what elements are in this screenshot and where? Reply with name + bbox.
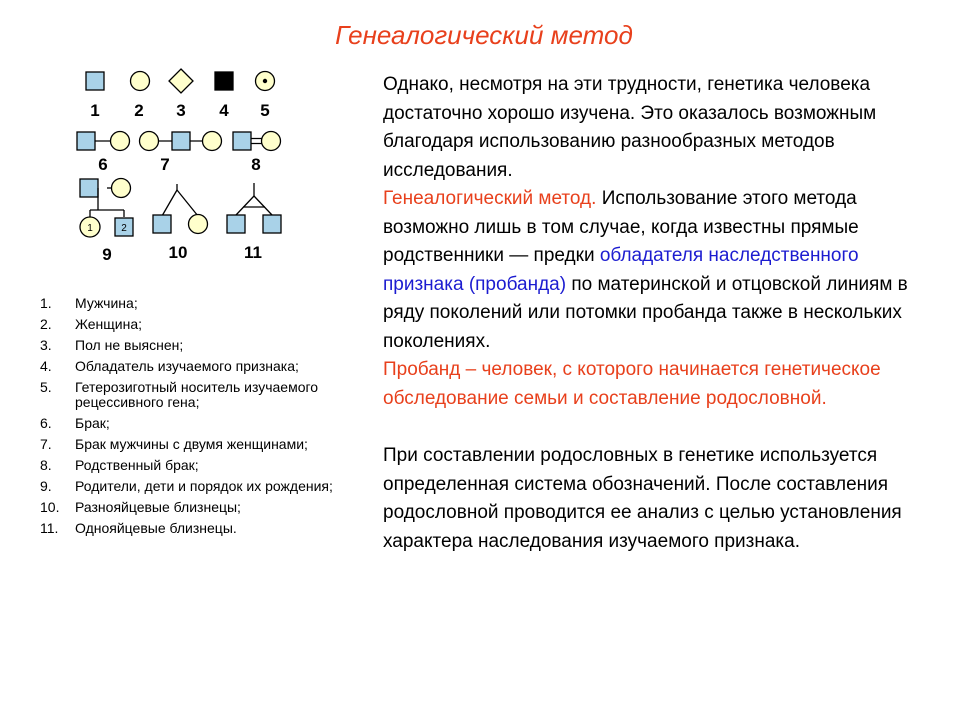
label-7: 7 bbox=[160, 155, 170, 174]
identical-twin-2 bbox=[263, 215, 281, 233]
legend-item: 7. Брак мужчины с двумя женщинами; bbox=[40, 436, 308, 452]
label-2: 2 bbox=[134, 101, 144, 120]
legend-item: 2. Женщина; bbox=[40, 316, 143, 332]
paragraph-method: Генеалогический метод. Использование этого метода возможно лишь в том случае, когда известны прямые родственники — предки обладателя наследственного признака (пробанда) по материнской и отцовской линиям в ряду поколений или потомки пробанда также в нескольких поколениях. bbox=[383, 188, 908, 352]
pedigree-symbols-diagram bbox=[0, 0, 360, 290]
female-symbol bbox=[131, 72, 150, 91]
twin-female bbox=[189, 215, 208, 234]
consanguine-male bbox=[233, 132, 251, 150]
legend-item: 4. Обладатель изучаемого признака; bbox=[40, 358, 299, 374]
wife-1 bbox=[140, 132, 159, 151]
paragraph-intro: Однако, несмотря на эти трудности, генетика человека достаточно хорошо изучена. Это оказалось возможным благодаря использованию разнообразных методов исследования. bbox=[383, 74, 877, 181]
legend-item: 6. Брак; bbox=[40, 415, 110, 431]
legend-item: 1. Мужчина; bbox=[40, 295, 138, 311]
label-4: 4 bbox=[219, 101, 229, 120]
label-10: 10 bbox=[168, 243, 188, 262]
marriage-male bbox=[77, 132, 95, 150]
child-order-1: 1 bbox=[87, 223, 93, 234]
legend-item: 9. Родители, дети и порядок их рождения; bbox=[40, 478, 333, 494]
label-1: 1 bbox=[90, 101, 100, 120]
method-term: Генеалогический метод. bbox=[383, 188, 597, 209]
legend-item: 5. Гетерозиготный носитель изучаемого рецессивного гена; bbox=[40, 379, 319, 410]
unknown-sex-symbol bbox=[169, 69, 193, 93]
consanguine-female bbox=[262, 132, 281, 151]
legend-item: 11. Однояйцевые близнецы. bbox=[40, 520, 237, 536]
page-title: Генеалогический метод bbox=[335, 20, 633, 50]
legend-item: 8. Родственный брак; bbox=[40, 457, 199, 473]
twin-male bbox=[153, 215, 171, 233]
legend-list bbox=[40, 296, 340, 542]
paragraph-notation: При составлении родословных в генетике используется определенная система обозначений. После составления родословной проводится ее анализ с целью установления характера наследования изучаемого признака. bbox=[383, 445, 902, 552]
proband-term: обладателя наследственного признака (пробанда) bbox=[383, 245, 859, 295]
husband bbox=[172, 132, 190, 150]
identical-twin-1 bbox=[227, 215, 245, 233]
label-8: 8 bbox=[251, 155, 261, 174]
label-5: 5 bbox=[260, 101, 270, 120]
label-11: 11 bbox=[244, 243, 262, 262]
legend-item: 10. Разнояйцевые близнецы; bbox=[40, 499, 241, 515]
legend-item: 3. Пол не выяснен; bbox=[40, 337, 184, 353]
wife-2 bbox=[203, 132, 222, 151]
label-9: 9 bbox=[102, 245, 112, 264]
body-text bbox=[383, 71, 928, 556]
label-3: 3 bbox=[176, 101, 186, 120]
affected-symbol bbox=[215, 72, 233, 90]
child-order-2: 2 bbox=[121, 223, 127, 234]
male-symbol bbox=[86, 72, 104, 90]
label-6: 6 bbox=[98, 155, 108, 174]
paragraph-proband-definition: Пробанд – человек, с которого начинается генетическое обследование семьи и составление родословной. bbox=[383, 359, 881, 409]
marriage-female bbox=[111, 132, 130, 151]
